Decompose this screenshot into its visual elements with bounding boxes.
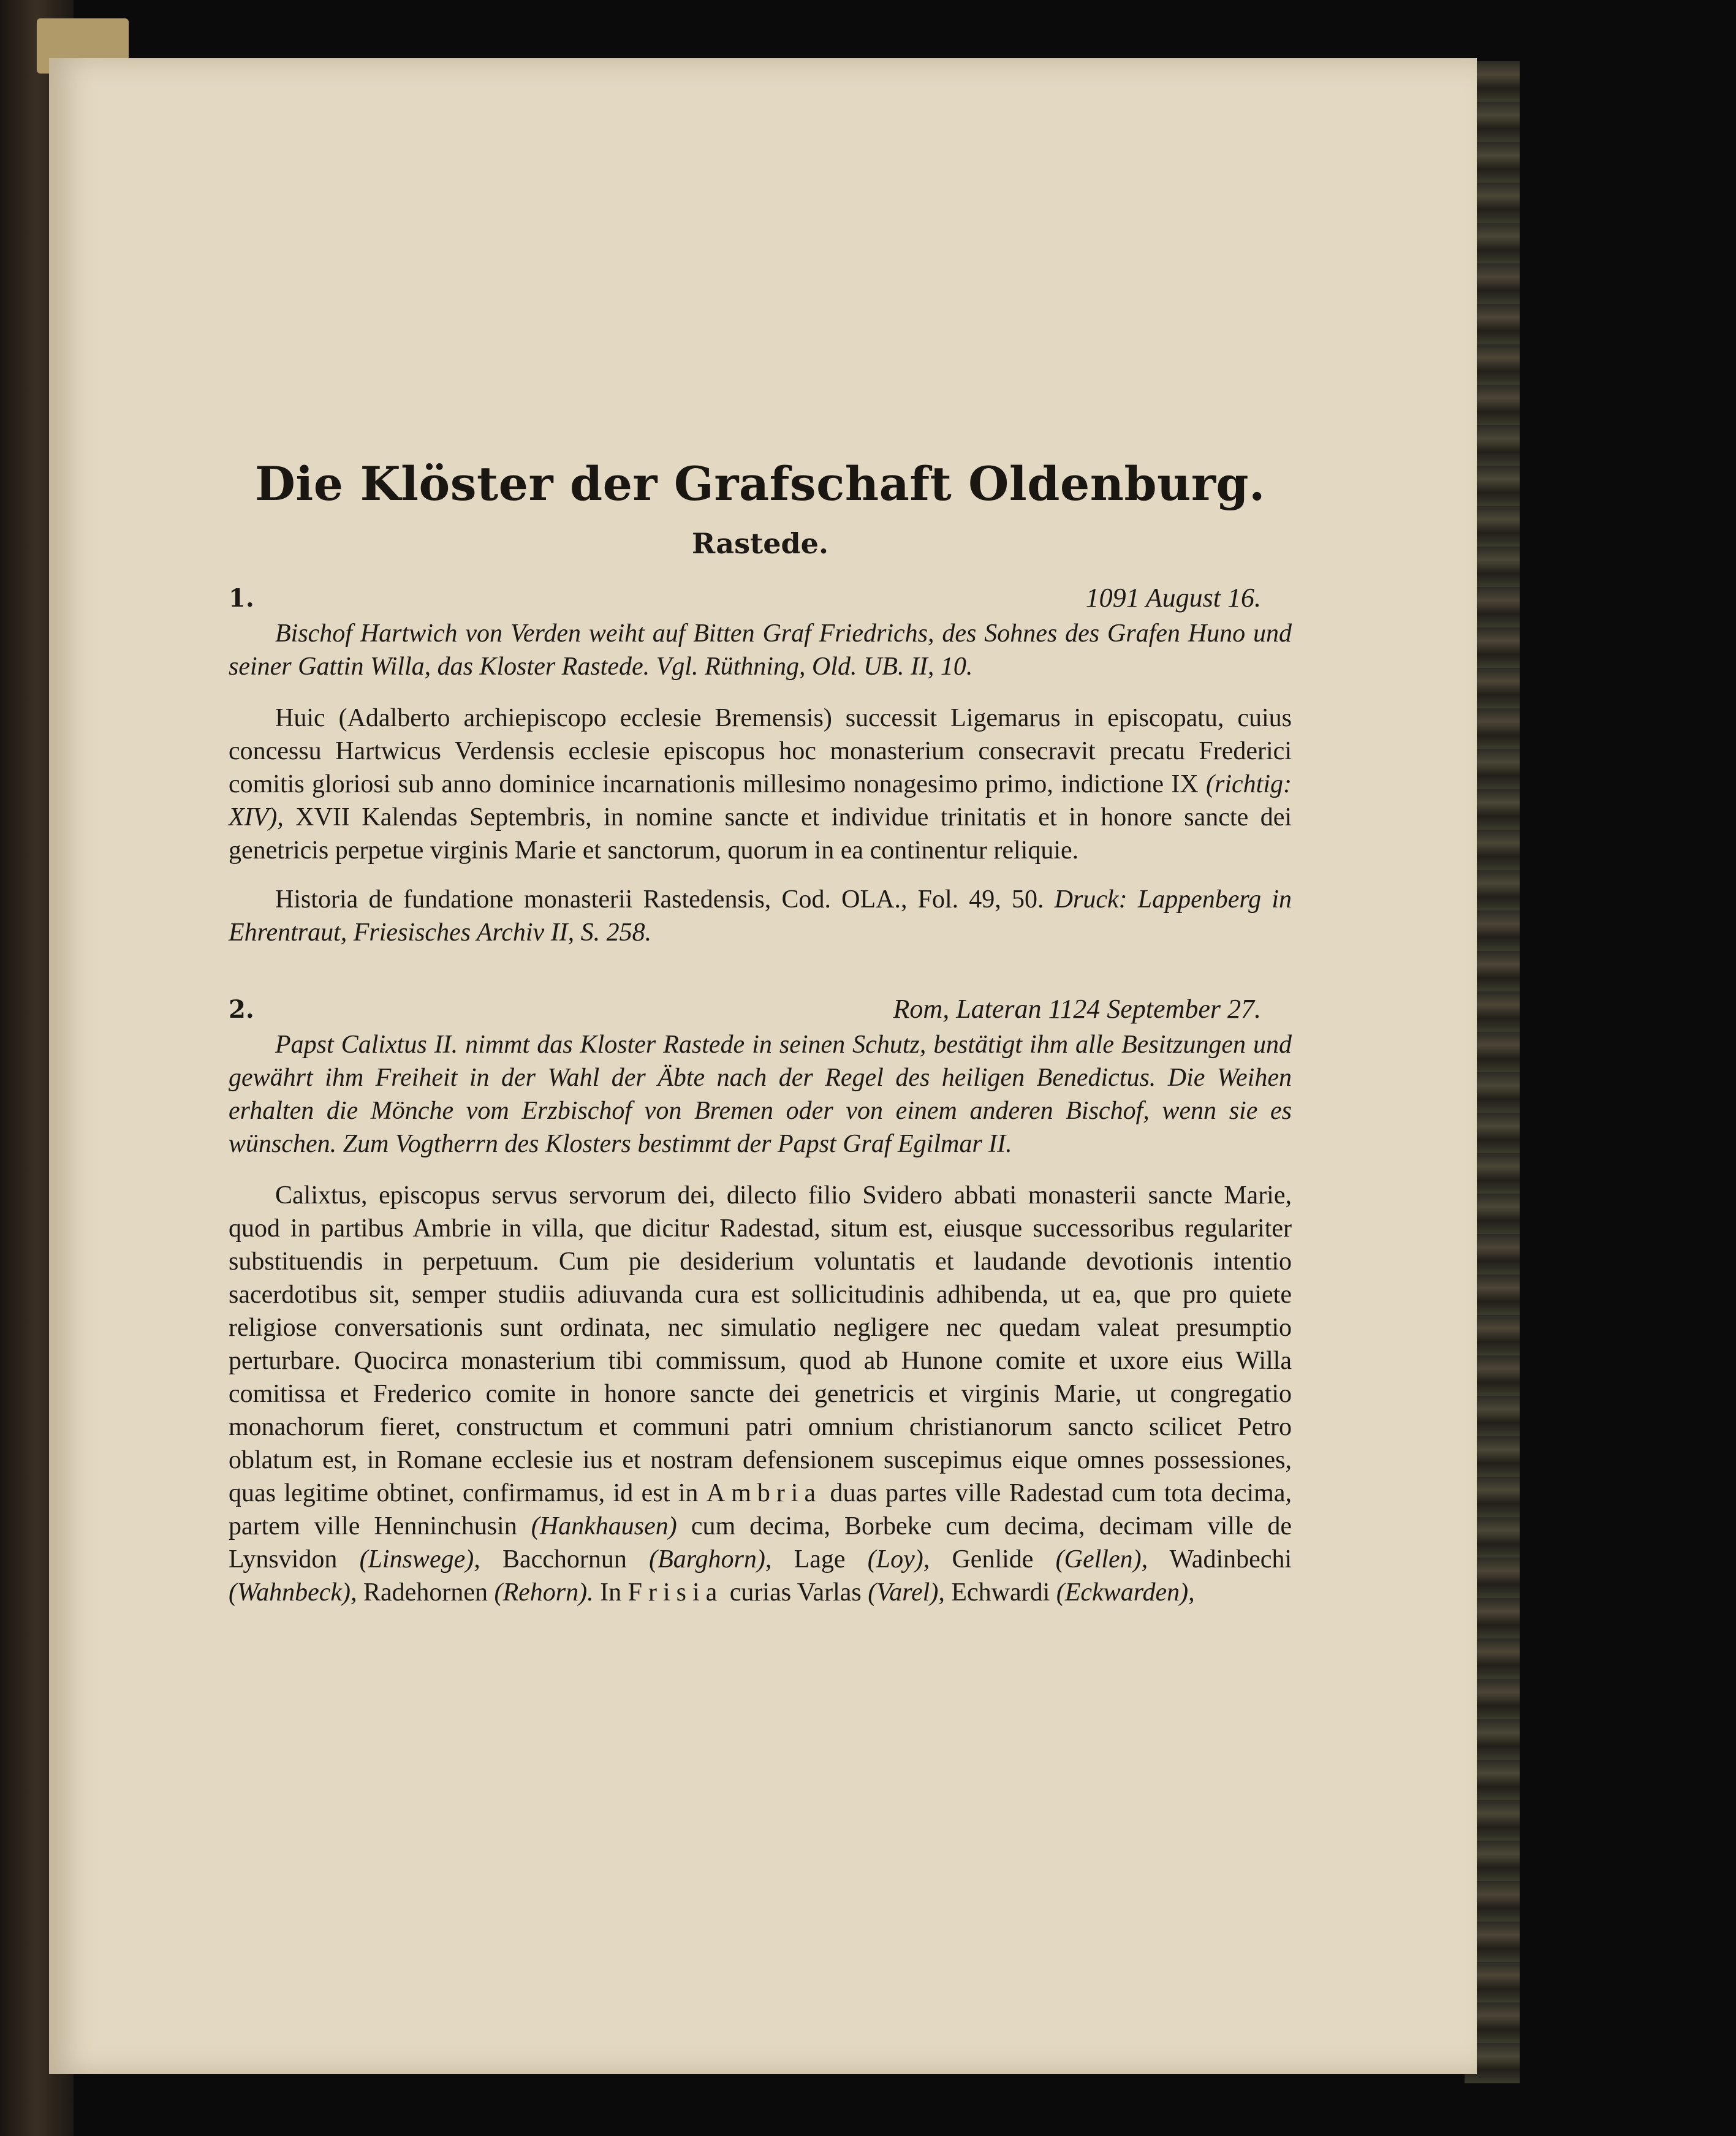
page-title: Die Klöster der Grafschaft Oldenburg. [254,456,1265,511]
text-part: Bacchornun [502,1545,627,1574]
text-part: Wadinbechi [1169,1545,1292,1574]
modern-name: (Eckwarden), [1056,1578,1195,1607]
book-page [49,58,1477,2074]
entry-1-text [229,702,1292,867]
modern-name: (Wahnbeck), [229,1578,357,1607]
text-part: In [600,1578,622,1607]
text-part: cum decima, Borbeke cum decima, decimam ville de Lynsvidon [229,1512,1292,1574]
print-citation: Druck: Lappenberg in Ehrentraut, Friesisches Archiv II, S. 258. [229,885,1292,947]
text-part: Huic (Adalberto archiepiscopo ecclesie Bremensis) successit Ligemarus in episcopatu, cuius concessu Hartwicus Verdensis ecclesie episcopus hoc monasterium consecravit precatu Frederici comitis gloriosi sub anno dominice incarnationis millesimo nonagesimo primo, indictione IX [229,704,1292,798]
text-part: duas partes ville Radestad cum tota decima, partem ville Henninchusin [229,1479,1292,1540]
entry-date: Rom, Lateran 1124 September 27. [893,994,1261,1024]
modern-name: (Hankhausen) [531,1512,677,1540]
text-part: Radehornen [363,1578,488,1607]
entry-number: 2. [229,995,254,1024]
text-part: XVII Kalendas Septembris, in nomine sancte et individue trinitatis et in honore sancte dei genetricis perpetue virginis Marie et sanctorum, quorum in ea continentur reliquie. [229,803,1292,865]
text-part: Calixtus, episcopus servus servorum dei, dilecto filio Svidero abbati monasterii sancte Marie, quod in partibus Ambrie in villa, que dicitur Radestad, situm est, eiusque successoribus regulariter substituendis in perpetuum. Cum pie desiderium voluntatis et laudande devotionis intentio sacerdotibus sit, semper studiis adiuvanda cura est sollicitudinis adhibenda, ut ea, que pro quiete religiose conversationis sunt ordinata, nec simulatio negligere nec quedam valeat presumptio perturbare. Quocirca monasterium tibi commissum, quod ab Hunone comite et uxore eius Willa comitissa et Frederico comite in honore sancte dei genetricis et virginis Marie, ut congregatio monachorum fieret, constructum et communi patri omnium christianorum sancto scilicet Petro oblatum est, in Romane ecclesie ius et nostram defensionem suscepimus eique omnes possessiones, quas legitime obtinet, confirmamus, id est in [229,1181,1292,1507]
modern-name: (Gellen), [1055,1545,1148,1574]
text-part: Lage [794,1545,846,1574]
place-name: Ambria [706,1479,822,1507]
entry-number: 1. [229,584,254,613]
section-title: Rastede. [692,527,828,560]
text-part: Genlide [952,1545,1034,1574]
editor-note: (richtig: XIV), [229,770,1292,831]
entry-2-header [229,993,1292,1024]
page-content [229,456,1292,1625]
text-part: Echwardi [951,1578,1050,1607]
entry-1-source [229,883,1292,949]
modern-name: (Linswege), [359,1545,480,1574]
entry-2-regest: Papst Calixtus II. nimmt das Kloster Rastede in seinen Schutz, bestätigt ihm alle Besitzungen und gewährt ihm Freiheit in der Wahl der Äbte nach der Regel des heiligen Benedictus. Die Weihen erhalten die Mönche vom Erzbischof von Bremen oder von einem anderen Bischof, wenn sie es wünschen. Zum Vogtherrn des Klosters bestimmt der Papst Graf Egilmar II. [229,1031,1292,1158]
modern-name: (Barghorn), [649,1545,772,1574]
entry-2-text [229,1179,1292,1609]
entry-date: 1091 August 16. [1085,583,1261,613]
source-citation: Historia de fundatione monasterii Rastedensis, Cod. OLA., Fol. 49, 50. [275,885,1044,914]
text-part: curias Varlas [729,1578,862,1607]
place-name: Frisia [627,1578,724,1607]
entry-1-regest: Bischof Hartwich von Verden weiht auf Bitten Graf Friedrichs, des Sohnes des Grafen Huno und seiner Gattin Willa, das Kloster Rastede. Vgl. Rüthning, Old. UB. II, 10. [229,619,1292,681]
modern-name: (Rehorn). [494,1578,594,1607]
modern-name: (Loy), [867,1545,930,1574]
entry-1-header [229,582,1292,613]
modern-name: (Varel), [868,1578,945,1607]
